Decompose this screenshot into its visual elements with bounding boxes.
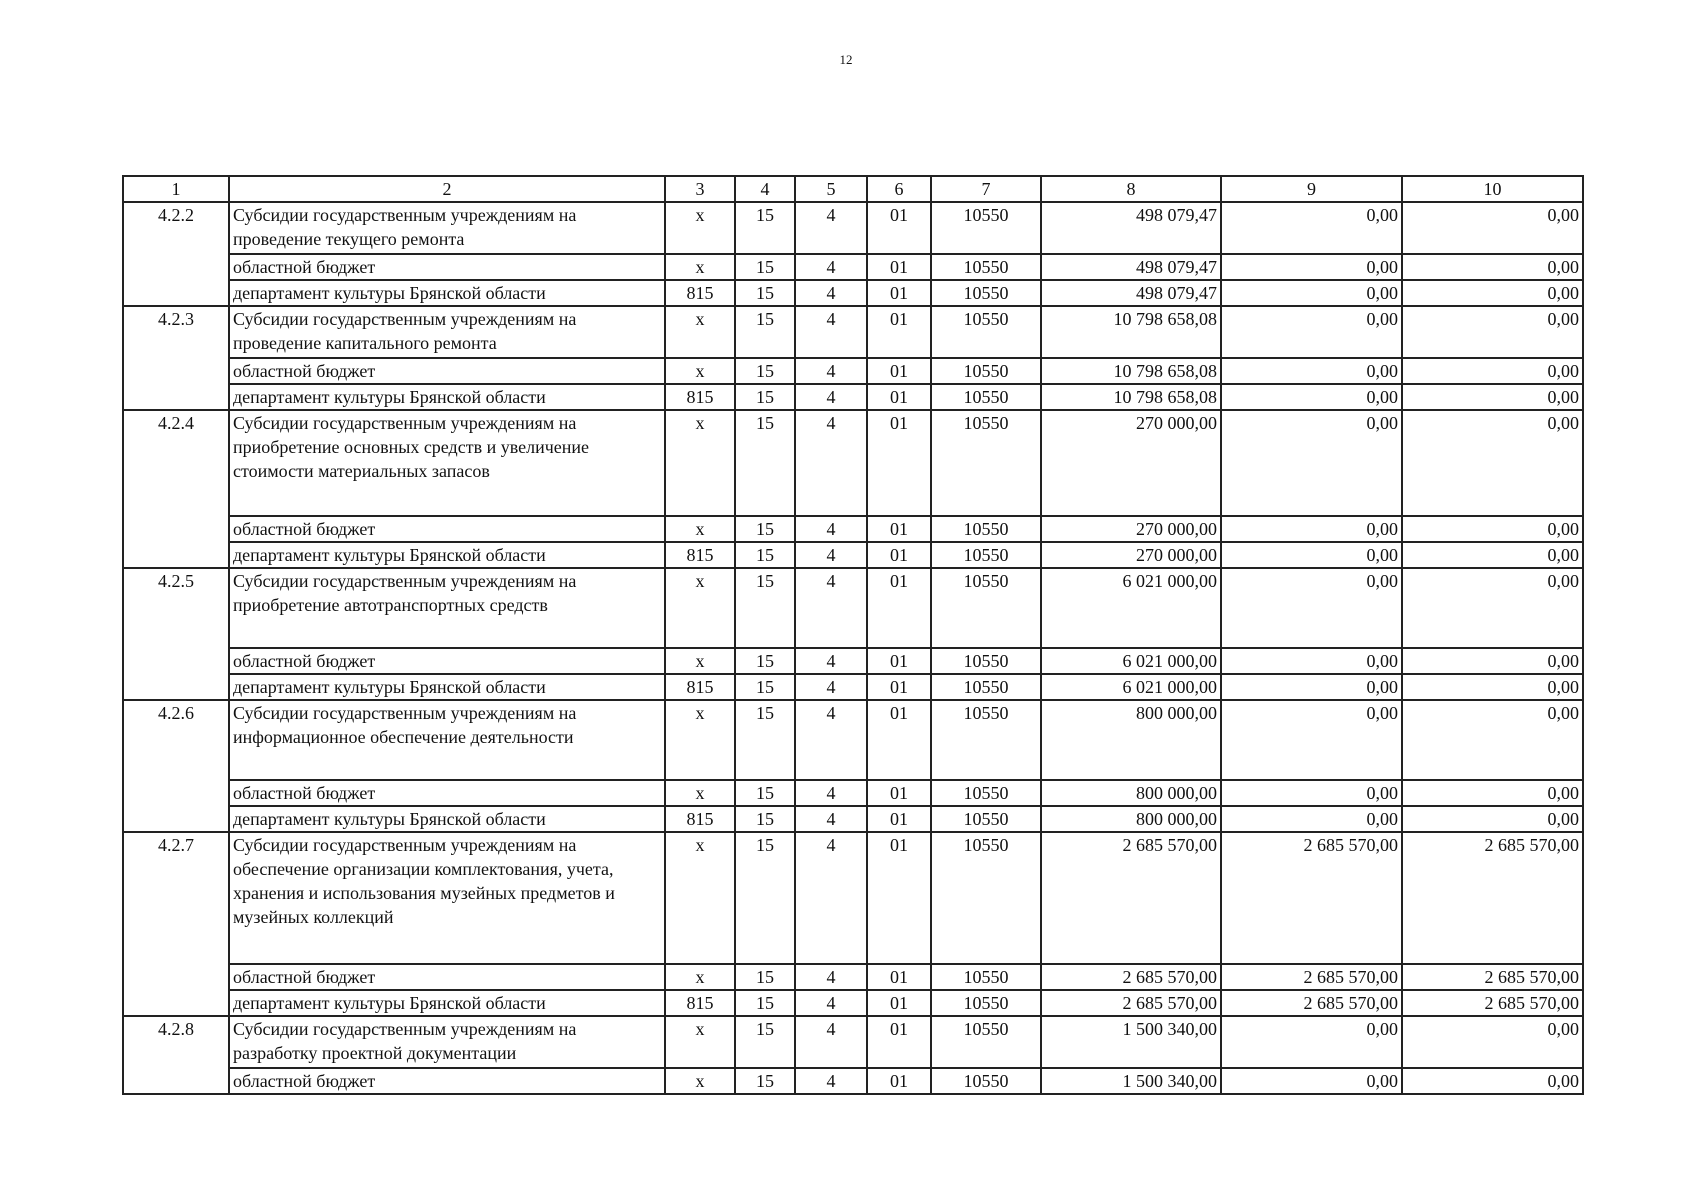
cell-col3: х bbox=[665, 410, 735, 516]
cell-col10: 0,00 bbox=[1402, 410, 1583, 516]
table-row bbox=[123, 964, 1583, 990]
cell-col7: 10550 bbox=[931, 358, 1041, 384]
table-row bbox=[123, 780, 1583, 806]
item-code: 4.2.7 bbox=[123, 832, 229, 1016]
cell-col9: 0,00 bbox=[1221, 516, 1402, 542]
cell-col10: 0,00 bbox=[1402, 542, 1583, 568]
cell-col6: 01 bbox=[867, 542, 931, 568]
cell-col8: 10 798 658,08 bbox=[1041, 306, 1221, 358]
cell-col6: 01 bbox=[867, 990, 931, 1016]
cell-col5: 4 bbox=[795, 990, 867, 1016]
cell-col4: 15 bbox=[735, 542, 795, 568]
cell-col6: 01 bbox=[867, 964, 931, 990]
cell-col3: 815 bbox=[665, 384, 735, 410]
cell-col9: 0,00 bbox=[1221, 280, 1402, 306]
cell-col8: 2 685 570,00 bbox=[1041, 964, 1221, 990]
item-name: областной бюджет bbox=[229, 780, 665, 806]
cell-col9: 2 685 570,00 bbox=[1221, 832, 1402, 964]
cell-col6: 01 bbox=[867, 306, 931, 358]
cell-col9: 0,00 bbox=[1221, 358, 1402, 384]
cell-col5: 4 bbox=[795, 1068, 867, 1094]
cell-col10: 0,00 bbox=[1402, 780, 1583, 806]
table-row bbox=[123, 280, 1583, 306]
cell-col6: 01 bbox=[867, 806, 931, 832]
table-row bbox=[123, 202, 1583, 254]
cell-col6: 01 bbox=[867, 780, 931, 806]
cell-col7: 10550 bbox=[931, 648, 1041, 674]
cell-col3: х bbox=[665, 358, 735, 384]
cell-col10: 0,00 bbox=[1402, 806, 1583, 832]
cell-col4: 15 bbox=[735, 410, 795, 516]
cell-col5: 4 bbox=[795, 806, 867, 832]
cell-col8: 270 000,00 bbox=[1041, 410, 1221, 516]
cell-col10: 0,00 bbox=[1402, 202, 1583, 254]
item-name: Субсидии государственным учреждениям на приобретение основных средств и увеличение стоимости материальных запасов bbox=[229, 410, 665, 516]
cell-col7: 10550 bbox=[931, 1068, 1041, 1094]
cell-col5: 4 bbox=[795, 254, 867, 280]
item-name: Субсидии государственным учреждениям на проведение текущего ремонта bbox=[229, 202, 665, 254]
cell-col4: 15 bbox=[735, 832, 795, 964]
cell-col7: 10550 bbox=[931, 1016, 1041, 1068]
cell-col9: 0,00 bbox=[1221, 648, 1402, 674]
cell-col5: 4 bbox=[795, 384, 867, 410]
item-code: 4.2.8 bbox=[123, 1016, 229, 1094]
cell-col10: 0,00 bbox=[1402, 280, 1583, 306]
cell-col4: 15 bbox=[735, 1068, 795, 1094]
cell-col10: 0,00 bbox=[1402, 674, 1583, 700]
cell-col3: х bbox=[665, 780, 735, 806]
cell-col8: 800 000,00 bbox=[1041, 700, 1221, 780]
cell-col6: 01 bbox=[867, 280, 931, 306]
cell-col9: 0,00 bbox=[1221, 202, 1402, 254]
cell-col7: 10550 bbox=[931, 568, 1041, 648]
cell-col4: 15 bbox=[735, 254, 795, 280]
page-number: 12 bbox=[839, 52, 853, 67]
item-name: областной бюджет bbox=[229, 358, 665, 384]
item-code: 4.2.5 bbox=[123, 568, 229, 700]
item-name: департамент культуры Брянской области bbox=[229, 280, 665, 306]
table-row bbox=[123, 674, 1583, 700]
table-row bbox=[123, 358, 1583, 384]
cell-col10: 2 685 570,00 bbox=[1402, 832, 1583, 964]
column-number: 6 bbox=[867, 176, 931, 202]
cell-col6: 01 bbox=[867, 1016, 931, 1068]
item-code: 4.2.6 bbox=[123, 700, 229, 832]
cell-col3: х bbox=[665, 832, 735, 964]
cell-col9: 0,00 bbox=[1221, 806, 1402, 832]
table-row bbox=[123, 568, 1583, 648]
cell-col3: 815 bbox=[665, 990, 735, 1016]
cell-col9: 0,00 bbox=[1221, 568, 1402, 648]
cell-col4: 15 bbox=[735, 358, 795, 384]
cell-col3: х bbox=[665, 254, 735, 280]
item-name: департамент культуры Брянской области bbox=[229, 990, 665, 1016]
cell-col8: 10 798 658,08 bbox=[1041, 358, 1221, 384]
table-row bbox=[123, 1068, 1583, 1094]
cell-col3: х bbox=[665, 648, 735, 674]
item-name: областной бюджет bbox=[229, 516, 665, 542]
column-number: 4 bbox=[735, 176, 795, 202]
cell-col10: 0,00 bbox=[1402, 648, 1583, 674]
table-row bbox=[123, 254, 1583, 280]
item-name: департамент культуры Брянской области bbox=[229, 806, 665, 832]
cell-col7: 10550 bbox=[931, 542, 1041, 568]
cell-col7: 10550 bbox=[931, 700, 1041, 780]
cell-col5: 4 bbox=[795, 516, 867, 542]
cell-col9: 0,00 bbox=[1221, 780, 1402, 806]
cell-col7: 10550 bbox=[931, 964, 1041, 990]
cell-col7: 10550 bbox=[931, 806, 1041, 832]
column-number: 9 bbox=[1221, 176, 1402, 202]
cell-col3: х bbox=[665, 1068, 735, 1094]
cell-col6: 01 bbox=[867, 674, 931, 700]
table-row bbox=[123, 542, 1583, 568]
item-name: Субсидии государственным учреждениям на проведение капитального ремонта bbox=[229, 306, 665, 358]
cell-col8: 6 021 000,00 bbox=[1041, 674, 1221, 700]
cell-col7: 10550 bbox=[931, 384, 1041, 410]
cell-col8: 2 685 570,00 bbox=[1041, 832, 1221, 964]
item-name: областной бюджет bbox=[229, 648, 665, 674]
cell-col8: 270 000,00 bbox=[1041, 516, 1221, 542]
cell-col3: 815 bbox=[665, 806, 735, 832]
column-number: 2 bbox=[229, 176, 665, 202]
item-name: Субсидии государственным учреждениям на приобретение автотранспортных средств bbox=[229, 568, 665, 648]
cell-col6: 01 bbox=[867, 358, 931, 384]
column-number: 3 bbox=[665, 176, 735, 202]
cell-col10: 0,00 bbox=[1402, 568, 1583, 648]
table-row bbox=[123, 306, 1583, 358]
cell-col6: 01 bbox=[867, 700, 931, 780]
cell-col10: 0,00 bbox=[1402, 516, 1583, 542]
cell-col10: 0,00 bbox=[1402, 358, 1583, 384]
cell-col9: 0,00 bbox=[1221, 306, 1402, 358]
cell-col3: х bbox=[665, 964, 735, 990]
item-code: 4.2.4 bbox=[123, 410, 229, 568]
cell-col4: 15 bbox=[735, 700, 795, 780]
item-name: департамент культуры Брянской области bbox=[229, 384, 665, 410]
cell-col5: 4 bbox=[795, 832, 867, 964]
item-name: департамент культуры Брянской области bbox=[229, 674, 665, 700]
cell-col5: 4 bbox=[795, 648, 867, 674]
cell-col9: 0,00 bbox=[1221, 410, 1402, 516]
cell-col5: 4 bbox=[795, 202, 867, 254]
cell-col6: 01 bbox=[867, 648, 931, 674]
item-name: Субсидии государственным учреждениям на информационное обеспечение деятельности bbox=[229, 700, 665, 780]
cell-col6: 01 bbox=[867, 832, 931, 964]
cell-col4: 15 bbox=[735, 202, 795, 254]
item-name: Субсидии государственным учреждениям на обеспечение организации комплектования, учета, хранения и использования музейных предметов и музейных коллекций bbox=[229, 832, 665, 964]
budget-table bbox=[122, 175, 1584, 1095]
cell-col3: х bbox=[665, 306, 735, 358]
cell-col8: 2 685 570,00 bbox=[1041, 990, 1221, 1016]
table-row bbox=[123, 648, 1583, 674]
cell-col3: х bbox=[665, 202, 735, 254]
column-number: 7 bbox=[931, 176, 1041, 202]
cell-col9: 0,00 bbox=[1221, 254, 1402, 280]
item-name: Субсидии государственным учреждениям на разработку проектной документации bbox=[229, 1016, 665, 1068]
column-number: 8 bbox=[1041, 176, 1221, 202]
cell-col8: 1 500 340,00 bbox=[1041, 1016, 1221, 1068]
cell-col5: 4 bbox=[795, 780, 867, 806]
cell-col3: 815 bbox=[665, 674, 735, 700]
cell-col7: 10550 bbox=[931, 410, 1041, 516]
cell-col8: 498 079,47 bbox=[1041, 202, 1221, 254]
cell-col8: 498 079,47 bbox=[1041, 280, 1221, 306]
item-name: департамент культуры Брянской области bbox=[229, 542, 665, 568]
cell-col4: 15 bbox=[735, 780, 795, 806]
cell-col6: 01 bbox=[867, 1068, 931, 1094]
cell-col6: 01 bbox=[867, 254, 931, 280]
cell-col8: 498 079,47 bbox=[1041, 254, 1221, 280]
cell-col10: 0,00 bbox=[1402, 384, 1583, 410]
cell-col9: 2 685 570,00 bbox=[1221, 990, 1402, 1016]
table-row bbox=[123, 516, 1583, 542]
cell-col8: 800 000,00 bbox=[1041, 780, 1221, 806]
cell-col3: х bbox=[665, 1016, 735, 1068]
table-row bbox=[123, 384, 1583, 410]
cell-col8: 270 000,00 bbox=[1041, 542, 1221, 568]
cell-col10: 0,00 bbox=[1402, 700, 1583, 780]
cell-col5: 4 bbox=[795, 306, 867, 358]
cell-col5: 4 bbox=[795, 674, 867, 700]
cell-col7: 10550 bbox=[931, 306, 1041, 358]
item-name: областной бюджет bbox=[229, 1068, 665, 1094]
cell-col3: 815 bbox=[665, 542, 735, 568]
table-row bbox=[123, 806, 1583, 832]
cell-col3: 815 bbox=[665, 280, 735, 306]
cell-col5: 4 bbox=[795, 280, 867, 306]
cell-col9: 0,00 bbox=[1221, 700, 1402, 780]
column-number: 10 bbox=[1402, 176, 1583, 202]
cell-col10: 0,00 bbox=[1402, 306, 1583, 358]
column-number: 1 bbox=[123, 176, 229, 202]
cell-col10: 2 685 570,00 bbox=[1402, 964, 1583, 990]
cell-col8: 10 798 658,08 bbox=[1041, 384, 1221, 410]
cell-col3: х bbox=[665, 516, 735, 542]
item-code: 4.2.3 bbox=[123, 306, 229, 410]
cell-col10: 0,00 bbox=[1402, 1016, 1583, 1068]
cell-col7: 10550 bbox=[931, 674, 1041, 700]
cell-col5: 4 bbox=[795, 964, 867, 990]
item-name: областной бюджет bbox=[229, 254, 665, 280]
table-row bbox=[123, 832, 1583, 964]
cell-col9: 0,00 bbox=[1221, 384, 1402, 410]
cell-col4: 15 bbox=[735, 648, 795, 674]
cell-col7: 10550 bbox=[931, 254, 1041, 280]
cell-col10: 2 685 570,00 bbox=[1402, 990, 1583, 1016]
cell-col5: 4 bbox=[795, 700, 867, 780]
cell-col10: 0,00 bbox=[1402, 1068, 1583, 1094]
cell-col4: 15 bbox=[735, 280, 795, 306]
cell-col7: 10550 bbox=[931, 516, 1041, 542]
cell-col8: 6 021 000,00 bbox=[1041, 648, 1221, 674]
cell-col9: 0,00 bbox=[1221, 1016, 1402, 1068]
table-row bbox=[123, 410, 1583, 516]
cell-col6: 01 bbox=[867, 516, 931, 542]
cell-col5: 4 bbox=[795, 358, 867, 384]
cell-col6: 01 bbox=[867, 410, 931, 516]
table-row bbox=[123, 990, 1583, 1016]
cell-col4: 15 bbox=[735, 674, 795, 700]
cell-col3: х bbox=[665, 700, 735, 780]
cell-col5: 4 bbox=[795, 410, 867, 516]
item-name: областной бюджет bbox=[229, 964, 665, 990]
table-row bbox=[123, 700, 1583, 780]
cell-col7: 10550 bbox=[931, 990, 1041, 1016]
cell-col7: 10550 bbox=[931, 202, 1041, 254]
cell-col5: 4 bbox=[795, 1016, 867, 1068]
table-row bbox=[123, 1016, 1583, 1068]
cell-col9: 0,00 bbox=[1221, 674, 1402, 700]
cell-col4: 15 bbox=[735, 384, 795, 410]
cell-col9: 2 685 570,00 bbox=[1221, 964, 1402, 990]
cell-col6: 01 bbox=[867, 202, 931, 254]
cell-col8: 800 000,00 bbox=[1041, 806, 1221, 832]
item-code: 4.2.2 bbox=[123, 202, 229, 306]
cell-col5: 4 bbox=[795, 568, 867, 648]
cell-col4: 15 bbox=[735, 964, 795, 990]
cell-col6: 01 bbox=[867, 384, 931, 410]
cell-col9: 0,00 bbox=[1221, 542, 1402, 568]
cell-col9: 0,00 bbox=[1221, 1068, 1402, 1094]
cell-col7: 10550 bbox=[931, 780, 1041, 806]
cell-col4: 15 bbox=[735, 990, 795, 1016]
cell-col7: 10550 bbox=[931, 832, 1041, 964]
cell-col4: 15 bbox=[735, 806, 795, 832]
cell-col4: 15 bbox=[735, 306, 795, 358]
column-number-header-row bbox=[123, 176, 1583, 202]
column-number: 5 bbox=[795, 176, 867, 202]
cell-col8: 1 500 340,00 bbox=[1041, 1068, 1221, 1094]
cell-col10: 0,00 bbox=[1402, 254, 1583, 280]
cell-col7: 10550 bbox=[931, 280, 1041, 306]
cell-col3: х bbox=[665, 568, 735, 648]
cell-col4: 15 bbox=[735, 516, 795, 542]
cell-col5: 4 bbox=[795, 542, 867, 568]
cell-col4: 15 bbox=[735, 568, 795, 648]
cell-col4: 15 bbox=[735, 1016, 795, 1068]
cell-col8: 6 021 000,00 bbox=[1041, 568, 1221, 648]
cell-col6: 01 bbox=[867, 568, 931, 648]
